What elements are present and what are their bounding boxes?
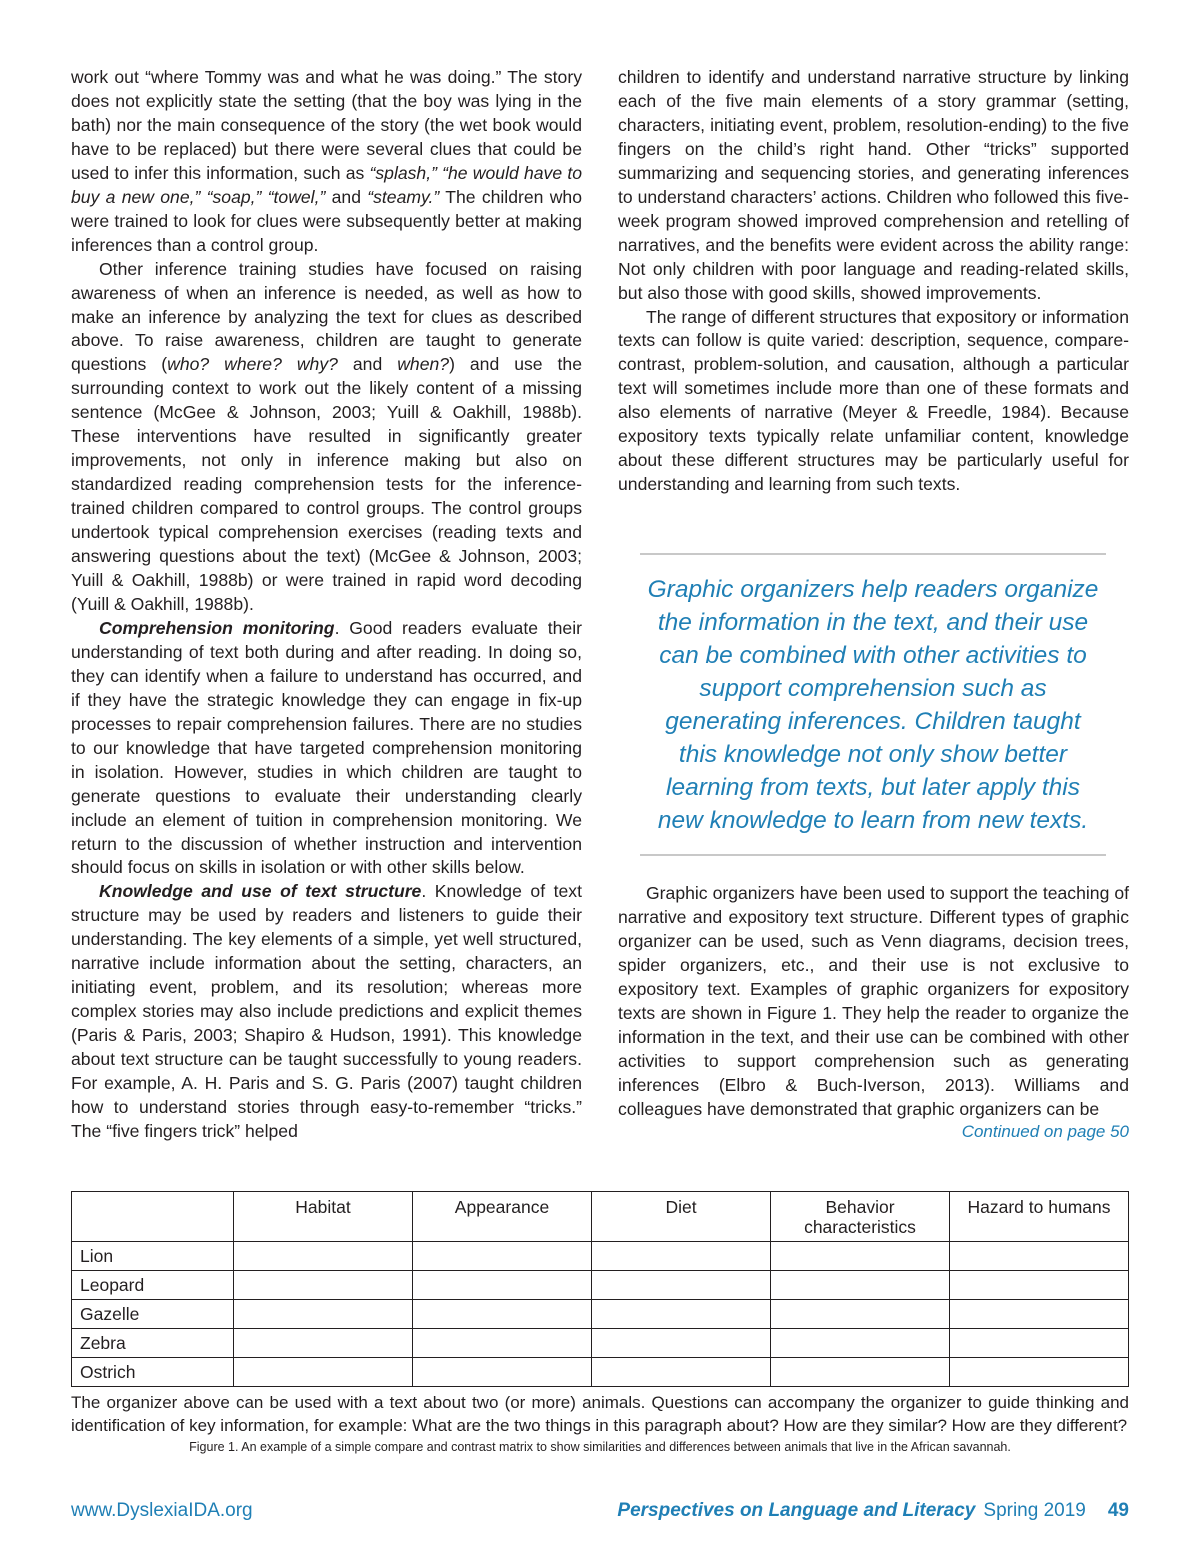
paragraph: children to identify and understand narrative structure by linking each of the five main elements of a story grammar (setting, characters, initiating event, problem, resolution-ending) to the five fingers on the child’s right hand. Other “tricks” supported summarizing and sequencing stories, and generating inferences to understand characters’ actions. Children who followed this five-week program showed improved comprehension and retelling of narratives, and the benefits were evident across the ability range: Not only children with poor language and reading-related skills, but also those with good skills, showed improvements. xyxy=(618,67,1129,303)
paragraph: Comprehension monitoring. Good readers evaluate their understanding of text both during and after reading. In doing so, they can identify when a failure to understand has occurred, and if they have the strategic knowledge they can engage in fix-up processes to repair comprehension failures. There are no studies to our knowledge that have targeted comprehension monitoring in isolation. However, studies in which children are taught to generate questions to evaluate their understanding clearly include an element of tuition in comprehension monitoring. We return to the discussion of whether instruction and intervention should focus on skills in isolation or with other skills below. xyxy=(71,617,582,878)
row-label: Lion xyxy=(72,1242,234,1271)
row-label: Leopard xyxy=(72,1271,234,1300)
table-row xyxy=(72,1300,1129,1329)
table-header: Appearance xyxy=(413,1192,592,1242)
continued-link[interactable]: Continued on page 50 xyxy=(961,1122,1129,1141)
table-row xyxy=(72,1242,1129,1271)
section-heading: Knowledge and use of text structure xyxy=(99,881,422,902)
row-label: Ostrich xyxy=(72,1358,234,1387)
section-heading: Comprehension monitoring xyxy=(99,617,335,638)
right-column-lower xyxy=(618,882,1129,1122)
page-number: 49 xyxy=(1107,1500,1129,1521)
issue-date: Spring 2019 xyxy=(983,1500,1086,1521)
compare-contrast-matrix xyxy=(71,1191,1129,1387)
table-row xyxy=(72,1329,1129,1358)
table-row xyxy=(72,1358,1129,1387)
pull-quote xyxy=(640,553,1106,856)
table-header: Behavior characteristics xyxy=(771,1192,950,1242)
table-row xyxy=(72,1271,1129,1300)
paragraph: work out “where Tommy was and what he was doing.” The story does not explicitly state the setting (that the boy was lying in the bath) nor the main consequence of the story (the wet book would have to be replaced) but there were several clues that could be used to infer this information, such as “splash,” “he would have to buy a new one,” “soap,” “towel,” and “steamy.” The children who were trained to look for clues were subsequently better at making inferences than a control group. xyxy=(71,67,582,255)
paragraph: Knowledge and use of text structure. Knowledge of text structure may be used by readers and listeners to guide their understanding. The key elements of a simple, yet well structured, narrative include information about the setting, characters, an initiating event, problem, and its resolution; whereas more complex stories may also include predictions and explicit themes (Paris & Paris, 2003; Shapiro & Hudson, 1991). This knowledge about text structure can be taught successfully to young readers. For example, A. H. Paris and S. G. Paris (2007) taught children how to understand stories through easy-to-remember “tricks.” The “five fingers trick” helped xyxy=(71,881,582,1141)
figure-caption: Figure 1. An example of a simple compare and contrast matrix to show similarities and differences between animals that live in the African savannah. xyxy=(189,1440,1011,1454)
table-header xyxy=(72,1192,234,1242)
paragraph: The range of different structures that expository or information texts can follow is quite varied: description, sequence, compare-contrast, problem-solution, and causation, although a particular text will sometimes include more than one of these formats and also elements of narrative (Meyer & Freedle, 1984). Because expository texts typically relate unfamiliar content, knowledge about these different structures may be particularly useful for understanding and learning from such texts. xyxy=(618,306,1129,495)
table-header: Hazard to humans xyxy=(950,1192,1129,1242)
row-label: Zebra xyxy=(72,1329,234,1358)
footer-journal-info xyxy=(617,1500,1129,1522)
left-column xyxy=(71,66,582,1144)
table-header-row xyxy=(72,1192,1129,1242)
pull-quote-text: Graphic organizers help readers organize the information in the text, and their use can be combined with other activities to support comprehension such as generating inferences. Children taught this knowledge not only show better learning from texts, but later apply this new knowledge to learn from new texts. xyxy=(647,575,1099,834)
website-link[interactable]: www.DyslexiaIDA.org xyxy=(71,1500,253,1521)
table-header: Habitat xyxy=(234,1192,413,1242)
table-header: Diet xyxy=(592,1192,771,1242)
right-column xyxy=(618,66,1129,497)
journal-title: Perspectives on Language and Literacy xyxy=(617,1500,976,1521)
row-label: Gazelle xyxy=(72,1300,234,1329)
figure-note: The organizer above can be used with a text about two (or more) animals. Questions can accompany the organizer to guide thinking and identification of key information, for example: What are the two things in this paragraph about? How are they similar? How are they different? xyxy=(71,1393,1129,1435)
page-footer xyxy=(71,1500,1129,1528)
paragraph: Other inference training studies have focused on raising awareness of when an inference is needed, as well as how to make an inference by analyzing the text for clues as described above. To raise awareness, children are taught to generate questions (who? where? why? and when?) and use the surrounding context to work out the likely content of a missing sentence (McGee & Johnson, 2003; Yuill & Oakhill, 1988b). These interventions have resulted in significantly greater improvements, not only in inference making but also on standardized reading comprehension tests for the inference-trained children compared to control groups. The control groups undertook typical comprehension exercises (reading texts and answering questions about the text) (McGee & Johnson, 2003; Yuill & Oakhill, 1988b) or were trained in rapid word decoding (Yuill & Oakhill, 1988b). xyxy=(71,258,582,614)
paragraph: Graphic organizers have been used to support the teaching of narrative and expository text structure. Different types of graphic organizer can be used, such as Venn diagrams, decision trees, spider organizers, etc., and their use is not exclusive to expository text. Examples of graphic organizers for expository texts are shown in Figure 1. They help the reader to organize the information in the text, and their use can be combined with other activities to support comprehension such as generating inferences (Elbro & Buch-Iverson, 2013). Williams and colleagues have demonstrated that graphic organizers can be xyxy=(618,883,1129,1119)
